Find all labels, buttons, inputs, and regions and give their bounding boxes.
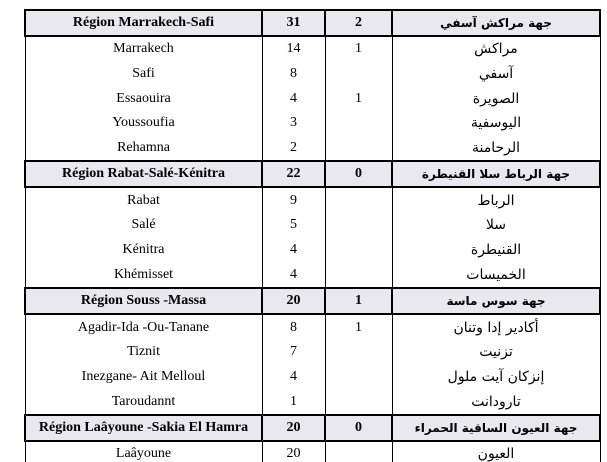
city-total: 4 <box>262 365 325 390</box>
city-name-ar: إنزكان آيت ملول <box>392 365 600 390</box>
city-row <box>25 441 600 462</box>
city-name-ar: العيون <box>392 441 600 462</box>
regions-table-body <box>25 10 600 462</box>
city-total: 1 <box>262 389 325 415</box>
city-second-count <box>325 187 392 213</box>
region-name-ar: جهة العيون الساقية الحمراء <box>392 415 600 441</box>
city-total: 4 <box>262 263 325 289</box>
city-second-count <box>325 111 392 136</box>
city-name-fr: Inezgane- Ait Melloul <box>25 365 262 390</box>
region-second-count: 2 <box>325 10 392 36</box>
city-second-count <box>325 263 392 289</box>
region-name-ar: جهة الرباط سلا القنيطرة <box>392 161 600 187</box>
city-name-ar: الرحامنة <box>392 136 600 162</box>
city-name-ar: مراكش <box>392 36 600 62</box>
city-row <box>25 340 600 365</box>
city-second-count: 1 <box>325 86 392 111</box>
city-row <box>25 314 600 340</box>
city-name-ar: اليوسفية <box>392 111 600 136</box>
city-second-count: 1 <box>325 314 392 340</box>
city-name-fr: Essaouira <box>25 86 262 111</box>
region-total: 31 <box>262 10 325 36</box>
region-total: 22 <box>262 161 325 187</box>
city-name-ar: تارودانت <box>392 389 600 415</box>
city-name-ar: تزنيت <box>392 340 600 365</box>
region-name-fr: Région Souss -Massa <box>25 288 262 314</box>
city-total: 20 <box>262 441 325 462</box>
city-row <box>25 213 600 238</box>
city-second-count <box>325 62 392 87</box>
city-name-ar: أكادير إدا وتنان <box>392 314 600 340</box>
city-name-ar: سلا <box>392 213 600 238</box>
city-second-count <box>325 389 392 415</box>
city-row <box>25 263 600 289</box>
region-total: 20 <box>262 415 325 441</box>
region-second-count: 0 <box>325 161 392 187</box>
region-name-fr: Région Laâyoune -Sakia El Hamra <box>25 415 262 441</box>
city-second-count <box>325 441 392 462</box>
region-name-fr: Région Marrakech-Safi <box>25 10 262 36</box>
region-header-row <box>25 10 600 36</box>
city-row <box>25 111 600 136</box>
city-row <box>25 187 600 213</box>
region-name-ar: جهة سوس ماسة <box>392 288 600 314</box>
city-total: 2 <box>262 136 325 162</box>
city-name-fr: Safi <box>25 62 262 87</box>
city-row <box>25 389 600 415</box>
city-name-ar: الرباط <box>392 187 600 213</box>
city-total: 14 <box>262 36 325 62</box>
region-total: 20 <box>262 288 325 314</box>
city-second-count <box>325 238 392 263</box>
region-second-count: 1 <box>325 288 392 314</box>
city-name-fr: Tiznit <box>25 340 262 365</box>
city-name-ar: الصويرة <box>392 86 600 111</box>
city-row <box>25 365 600 390</box>
region-name-ar: جهة مراكش آسفي <box>392 10 600 36</box>
city-name-fr: Taroudannt <box>25 389 262 415</box>
city-total: 8 <box>262 62 325 87</box>
region-header-row <box>25 415 600 441</box>
city-row <box>25 36 600 62</box>
city-total: 4 <box>262 238 325 263</box>
city-row <box>25 136 600 162</box>
city-name-ar: القنيطرة <box>392 238 600 263</box>
city-second-count <box>325 340 392 365</box>
city-name-fr: Laâyoune <box>25 441 262 462</box>
city-name-fr: Kénitra <box>25 238 262 263</box>
city-name-ar: آسفي <box>392 62 600 87</box>
regions-table <box>24 9 601 462</box>
city-row <box>25 86 600 111</box>
city-name-fr: Marrakech <box>25 36 262 62</box>
region-header-row <box>25 161 600 187</box>
city-total: 4 <box>262 86 325 111</box>
city-name-fr: Rehamna <box>25 136 262 162</box>
city-name-fr: Salé <box>25 213 262 238</box>
city-total: 3 <box>262 111 325 136</box>
city-row <box>25 62 600 87</box>
city-total: 7 <box>262 340 325 365</box>
city-second-count <box>325 136 392 162</box>
city-name-fr: Khémisset <box>25 263 262 289</box>
city-name-ar: الخميسات <box>392 263 600 289</box>
region-second-count: 0 <box>325 415 392 441</box>
city-name-fr: Youssoufia <box>25 111 262 136</box>
city-name-fr: Rabat <box>25 187 262 213</box>
city-total: 9 <box>262 187 325 213</box>
city-name-fr: Agadir-Ida -Ou-Tanane <box>25 314 262 340</box>
region-header-row <box>25 288 600 314</box>
city-total: 5 <box>262 213 325 238</box>
city-second-count <box>325 213 392 238</box>
city-second-count <box>325 365 392 390</box>
city-row <box>25 238 600 263</box>
city-total: 8 <box>262 314 325 340</box>
city-second-count: 1 <box>325 36 392 62</box>
region-name-fr: Région Rabat-Salé-Kénitra <box>25 161 262 187</box>
